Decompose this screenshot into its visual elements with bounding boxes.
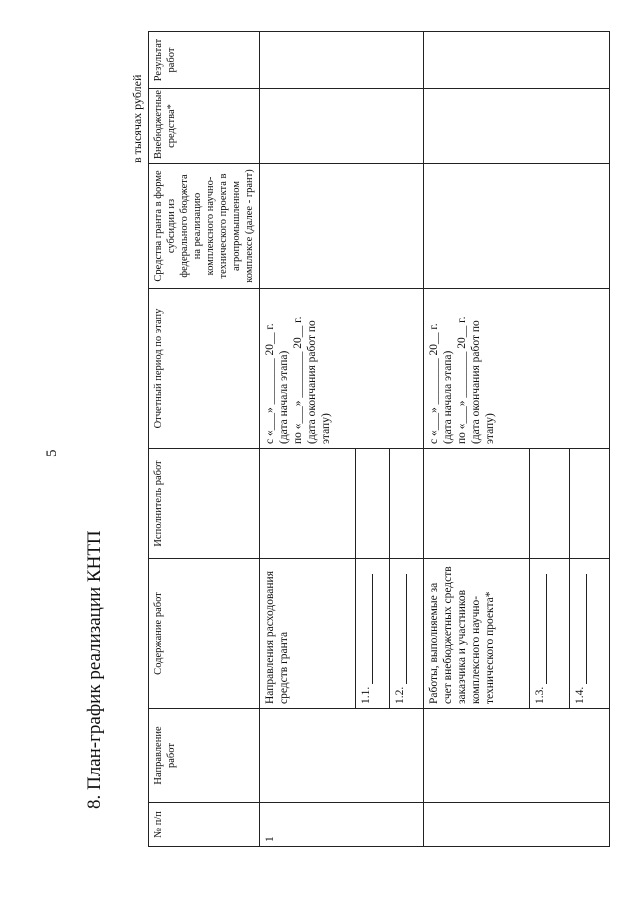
header-result: Результат работ [149,32,260,89]
blank-line [361,574,373,684]
subitem-number: 1.3. [534,686,546,704]
blank-line [395,574,407,684]
page-number: 5 [44,449,60,457]
direction-cell [424,709,610,803]
period-line: по «___» ________ 20__ г. [456,316,468,444]
row-number [424,803,610,847]
period-line: (дата окончания работ по этапу) [470,320,496,444]
subitem-cell [390,559,424,709]
offbudget-cell [424,89,610,164]
section-title: 8. План-график реализации КНТП [84,530,105,809]
subitem-number: 1.1. [360,686,372,704]
executor-cell [424,449,530,559]
header-content: Содержание работ [149,559,260,709]
period-line: по «___» ________ 20__ г. [292,316,304,444]
content-cell: Направления расходования средств гранта [260,559,356,709]
grant-cell [260,164,424,289]
executor-cell [260,449,356,559]
period-line: с «___» ________ 20__ г. [428,323,440,444]
row-number: 1 [260,803,424,847]
table-row [260,32,356,847]
table-row [424,32,530,847]
subitem-cell [570,559,610,709]
header-executor: Исполнитель работ [149,449,260,559]
header-period: Отчетный период по этапу [149,289,260,449]
executor-cell [530,449,570,559]
header-num: № п/п [149,803,260,847]
plan-table [148,31,610,847]
units-note: в тысячах рублей [130,74,144,163]
subitem-cell [356,559,390,709]
header-row [149,32,260,847]
subitem-number: 1.2. [394,686,406,704]
executor-cell [390,449,424,559]
blank-line [575,574,587,684]
header-direction: Направление работ [149,709,260,803]
period-cell [424,289,610,449]
subitem-number: 1.4. [574,686,586,704]
executor-cell [356,449,390,559]
result-cell [260,32,424,89]
subitem-cell [530,559,570,709]
header-grant: Средства гранта в форме субсидии из федерального бюджета на реализацию комплексного научно-технического проекта в агропромышленном комплексе (далее - грант) [149,164,260,289]
period-line: (дата начала этапа) [278,350,290,444]
direction-cell [260,709,424,803]
executor-cell [570,449,610,559]
blank-line [535,574,547,684]
period-line: (дата начала этапа) [442,350,454,444]
period-line: (дата окончания работ по этапу) [306,320,332,444]
content-cell: Работы, выполняемые за счет внебюджетных средств заказчика и участников комплексного научно-технического проекта* [424,559,530,709]
period-line: с «___» ________ 20__ г. [264,323,276,444]
period-cell [260,289,424,449]
offbudget-cell [260,89,424,164]
result-cell [424,32,610,89]
grant-cell [424,164,610,289]
header-offbudget: Внебюджетные средства* [149,89,260,164]
